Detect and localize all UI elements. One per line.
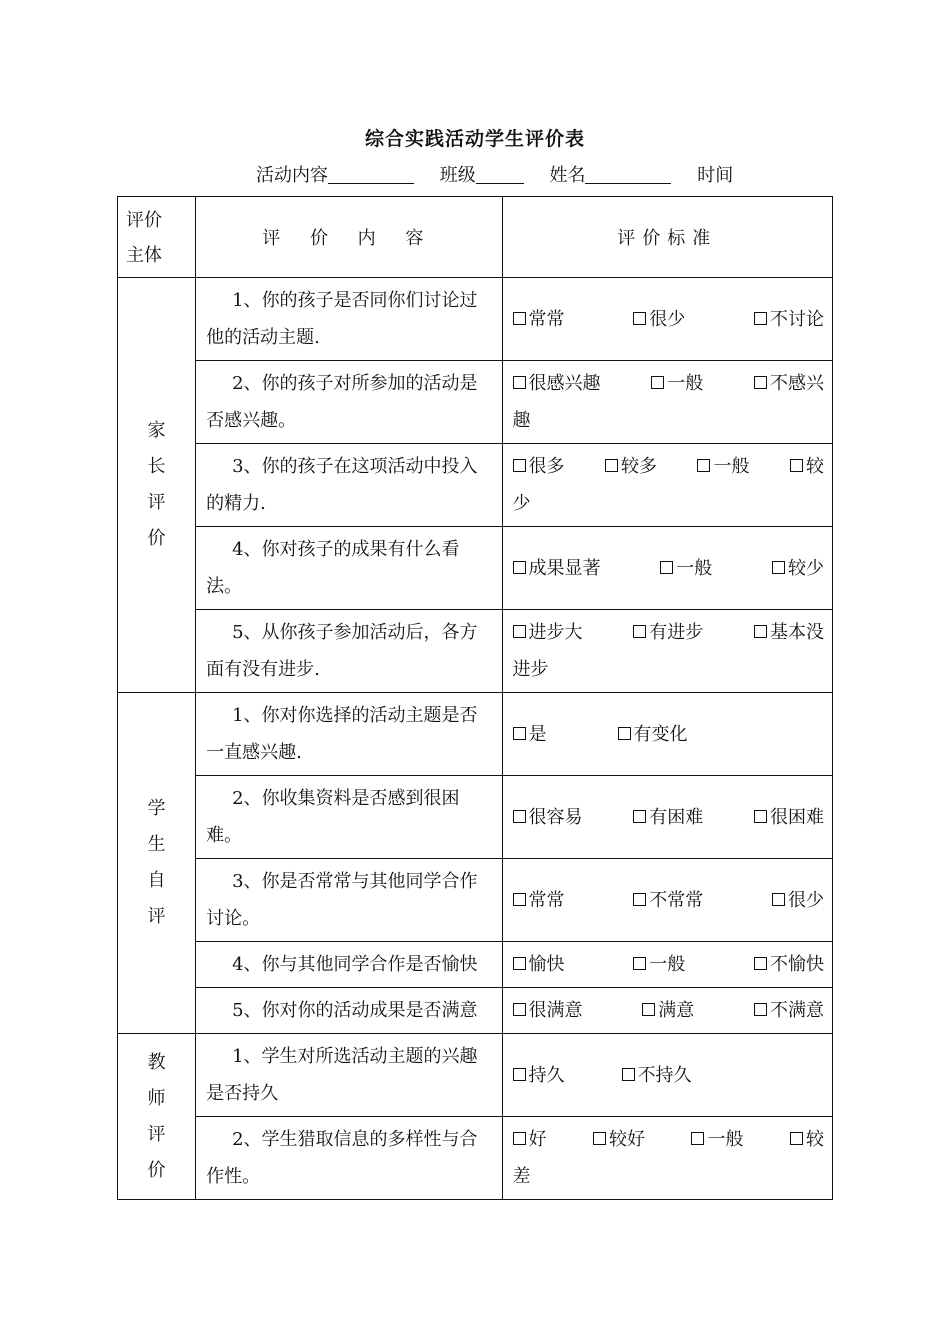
question-text-cont: 面有没有进步.: [206, 659, 320, 680]
checkbox-icon[interactable]: [633, 810, 646, 823]
header-subject-line1: 评价: [126, 210, 162, 231]
options-cell: [502, 942, 832, 988]
activity-blank[interactable]: [328, 165, 414, 184]
checkbox-icon[interactable]: [513, 727, 526, 740]
option-label: 常常: [528, 889, 565, 911]
checkbox-option[interactable]: [513, 882, 565, 919]
question-cell: [196, 776, 502, 859]
group-subject-char: 教: [147, 1051, 166, 1073]
checkbox-option[interactable]: [605, 448, 657, 485]
checkbox-icon[interactable]: [691, 1132, 704, 1145]
question-cell: [196, 859, 502, 942]
option-label: 一般: [707, 1129, 744, 1150]
checkbox-option[interactable]: [633, 614, 703, 651]
option-label: 很困难: [769, 806, 824, 828]
option-label: 满意: [658, 1000, 695, 1021]
header-content: 评 价 内 容: [196, 197, 502, 278]
options-cell: [502, 693, 832, 776]
options-cell: [502, 1117, 832, 1200]
question-text: 3、你是否常常与其他同学合作: [232, 871, 478, 892]
table-row: [118, 361, 833, 444]
checkbox-icon[interactable]: [772, 893, 785, 906]
question-cell: [196, 693, 502, 776]
table-header-row: [118, 197, 833, 278]
checkbox-icon[interactable]: [754, 625, 767, 638]
group-subject: [118, 278, 196, 693]
question-text-cont: 否感兴趣。: [206, 410, 297, 431]
option-label: 有变化: [633, 723, 688, 745]
checkbox-option[interactable]: [593, 1121, 645, 1158]
option-label: 基本没: [769, 622, 824, 643]
checkbox-option[interactable]: [633, 946, 685, 983]
checkbox-icon[interactable]: [790, 1132, 803, 1145]
checkbox-icon[interactable]: [754, 1003, 767, 1016]
checkbox-option[interactable]: [754, 365, 824, 402]
checkbox-option[interactable]: [697, 448, 749, 485]
option-label: 很感兴趣: [528, 373, 601, 394]
question-text-cont: 的精力.: [206, 493, 266, 514]
checkbox-option[interactable]: [754, 992, 824, 1029]
table-row: [118, 859, 833, 942]
name-blank[interactable]: [585, 165, 671, 184]
checkbox-option[interactable]: [691, 1121, 743, 1158]
option-label: 较好: [609, 1129, 645, 1150]
checkbox-icon[interactable]: [513, 459, 526, 472]
checkbox-option[interactable]: [660, 550, 712, 587]
checkbox-icon[interactable]: [513, 376, 526, 389]
question-text-cont: 难。: [206, 825, 243, 846]
checkbox-icon[interactable]: [754, 376, 767, 389]
question-text: 3、你的孩子在这项活动中投入: [232, 456, 478, 477]
options-cell: [502, 859, 832, 942]
option-label: 成果显著: [528, 557, 601, 579]
options-cell: [502, 527, 832, 610]
option-label: 是: [528, 723, 547, 745]
checkbox-option[interactable]: [622, 1057, 692, 1094]
option-label: 一般: [676, 557, 713, 579]
checkbox-option[interactable]: [651, 365, 703, 402]
question-cell: [196, 278, 502, 361]
option-label: 不常常: [649, 889, 704, 911]
question-text: 4、你与其他同学合作是否愉快: [232, 954, 478, 975]
checkbox-option[interactable]: [772, 882, 824, 919]
option-label: 较: [805, 456, 824, 477]
question-text-cont: 作性。: [206, 1166, 261, 1187]
table-row: [118, 444, 833, 527]
question-cell: [196, 527, 502, 610]
option-label: 好: [528, 1129, 547, 1150]
table-row: [118, 610, 833, 693]
group-subject-char: 评: [147, 1123, 166, 1145]
checkbox-icon[interactable]: [754, 957, 767, 970]
option-label: 很少: [649, 308, 686, 330]
checkbox-option[interactable]: [772, 550, 824, 587]
table-row: [118, 1034, 833, 1117]
checkbox-icon[interactable]: [513, 1132, 526, 1145]
options-cell: [502, 610, 832, 693]
checkbox-option[interactable]: [754, 946, 824, 983]
group-subject-char: 价: [147, 528, 166, 549]
option-label: 一般: [667, 373, 704, 394]
checkbox-icon[interactable]: [790, 459, 803, 472]
question-cell: [196, 610, 502, 693]
checkbox-option[interactable]: [754, 799, 824, 836]
checkbox-icon[interactable]: [772, 561, 785, 574]
checkbox-icon[interactable]: [513, 312, 526, 325]
checkbox-option[interactable]: [513, 799, 583, 836]
options-cell: [502, 776, 832, 859]
table-row: [118, 988, 833, 1034]
checkbox-icon[interactable]: [633, 312, 646, 325]
checkbox-option[interactable]: [618, 716, 688, 753]
option-label: 不满意: [769, 1000, 824, 1021]
group-subject-char: 价: [147, 1159, 166, 1181]
checkbox-option[interactable]: [513, 716, 561, 753]
checkbox-icon[interactable]: [651, 376, 664, 389]
checkbox-icon[interactable]: [633, 893, 646, 906]
question-text: 1、学生对所选活动主题的兴趣: [232, 1046, 478, 1067]
checkbox-icon[interactable]: [513, 561, 526, 574]
checkbox-option[interactable]: [513, 614, 583, 651]
checkbox-option[interactable]: [633, 882, 703, 919]
checkbox-option[interactable]: [754, 301, 824, 338]
checkbox-option[interactable]: [513, 301, 565, 338]
checkbox-icon[interactable]: [642, 1003, 655, 1016]
options-cell: [502, 988, 832, 1034]
checkbox-icon[interactable]: [633, 957, 646, 970]
option-label: 常常: [528, 308, 565, 330]
option-label: 愉快: [528, 954, 565, 975]
checkbox-option[interactable]: [790, 448, 824, 485]
activity-label: 活动内容: [256, 165, 328, 186]
question-cell: [196, 1117, 502, 1200]
question-text: 2、学生猎取信息的多样性与合: [232, 1129, 478, 1150]
group-subject: [118, 1034, 196, 1200]
checkbox-option[interactable]: [513, 946, 565, 983]
option-label: 很满意: [528, 1000, 583, 1021]
name-label: 姓名: [549, 165, 586, 186]
group-subject-char: 长: [147, 456, 166, 477]
checkbox-option[interactable]: [513, 1121, 547, 1158]
options-cell: [502, 278, 832, 361]
options-cell: [502, 444, 832, 527]
option-label: 一般: [713, 456, 750, 477]
form-meta-line: [256, 161, 776, 187]
question-text-cont: 他的活动主题.: [206, 327, 320, 348]
option-label: 有困难: [649, 806, 704, 828]
option-label: 较多: [621, 456, 657, 477]
checkbox-icon[interactable]: [660, 561, 673, 574]
table-row: [118, 693, 833, 776]
option-label: 有进步: [649, 622, 704, 643]
option-label: 很多: [528, 456, 565, 477]
question-cell: [196, 942, 502, 988]
option-label: 较少: [787, 557, 824, 579]
checkbox-option[interactable]: [754, 614, 824, 651]
question-cell: [196, 1034, 502, 1117]
question-cell: [196, 444, 502, 527]
option-label: 不讨论: [769, 308, 824, 330]
page-title: 综合实践活动学生评价表: [364, 128, 585, 150]
checkbox-option[interactable]: [790, 1121, 824, 1158]
checkbox-icon[interactable]: [513, 893, 526, 906]
group-subject-char: 自: [147, 870, 166, 891]
table-row: [118, 776, 833, 859]
checkbox-icon[interactable]: [754, 810, 767, 823]
option-label: 一般: [649, 954, 686, 975]
checkbox-icon[interactable]: [513, 957, 526, 970]
option-label-wrap: 进步: [512, 659, 549, 680]
question-text-cont: 法。: [206, 576, 243, 597]
header-subject-line2: 主体: [126, 245, 162, 266]
checkbox-icon[interactable]: [593, 1132, 606, 1145]
option-label: 很少: [787, 889, 824, 911]
table-row: [118, 278, 833, 361]
option-label-wrap: 趣: [512, 410, 531, 431]
time-label: 时间: [697, 165, 734, 186]
checkbox-icon[interactable]: [697, 459, 710, 472]
checkbox-option[interactable]: [513, 365, 601, 402]
group-subject-char: 师: [147, 1087, 166, 1109]
checkbox-option[interactable]: [513, 448, 565, 485]
class-label: 班级: [439, 165, 476, 186]
checkbox-option[interactable]: [513, 992, 583, 1029]
checkbox-icon[interactable]: [622, 1068, 635, 1081]
question-cell: [196, 988, 502, 1034]
checkbox-option[interactable]: [513, 1057, 565, 1094]
checkbox-option[interactable]: [642, 992, 694, 1029]
question-text-cont: 讨论。: [206, 908, 261, 929]
question-text: 5、从你孩子参加活动后，各方: [232, 622, 478, 643]
checkbox-icon[interactable]: [618, 727, 631, 740]
option-label: 持久: [528, 1064, 565, 1086]
checkbox-option[interactable]: [513, 550, 601, 587]
checkbox-icon[interactable]: [513, 625, 526, 638]
question-text: 2、你的孩子对所参加的活动是: [232, 373, 478, 394]
question-text: 5、你对你的活动成果是否满意: [232, 1000, 478, 1021]
evaluation-table: [117, 196, 833, 1200]
checkbox-icon[interactable]: [754, 312, 767, 325]
option-label-wrap: 差: [512, 1166, 531, 1187]
question-text-cont: 一直感兴趣.: [206, 742, 302, 763]
option-label: 不持久: [637, 1064, 692, 1086]
option-label: 进步大: [528, 622, 583, 643]
group-subject-char: 家: [147, 420, 166, 441]
checkbox-icon[interactable]: [605, 459, 618, 472]
options-cell: [502, 361, 832, 444]
question-text: 1、你对你选择的活动主题是否: [232, 705, 478, 726]
checkbox-icon[interactable]: [513, 1068, 526, 1081]
question-text: 4、你对孩子的成果有什么看: [232, 539, 460, 560]
option-label: 较: [805, 1129, 824, 1150]
question-cell: [196, 361, 502, 444]
group-subject-char: 评: [147, 906, 166, 927]
table-row: [118, 1117, 833, 1200]
group-subject-char: 评: [147, 492, 166, 513]
header-standard: 评价标准: [502, 197, 832, 278]
option-label: 不感兴: [769, 373, 824, 394]
option-label: 很容易: [528, 806, 583, 828]
checkbox-option[interactable]: [633, 799, 703, 836]
checkbox-icon[interactable]: [513, 810, 526, 823]
table-row: [118, 527, 833, 610]
class-blank[interactable]: [476, 165, 524, 184]
options-cell: [502, 1034, 832, 1117]
checkbox-icon[interactable]: [513, 1003, 526, 1016]
question-text: 1、你的孩子是否同你们讨论过: [232, 290, 478, 311]
option-label-wrap: 少: [512, 493, 531, 514]
checkbox-icon[interactable]: [633, 625, 646, 638]
group-subject-char: 学: [147, 798, 166, 819]
option-label: 不愉快: [769, 954, 824, 975]
group-subject-char: 生: [147, 834, 166, 855]
question-text: 2、你收集资料是否感到很困: [232, 788, 460, 809]
group-subject: [118, 693, 196, 1034]
header-subject: [118, 197, 196, 278]
checkbox-option[interactable]: [633, 301, 685, 338]
table-row: [118, 942, 833, 988]
question-text-cont: 是否持久: [206, 1083, 279, 1104]
